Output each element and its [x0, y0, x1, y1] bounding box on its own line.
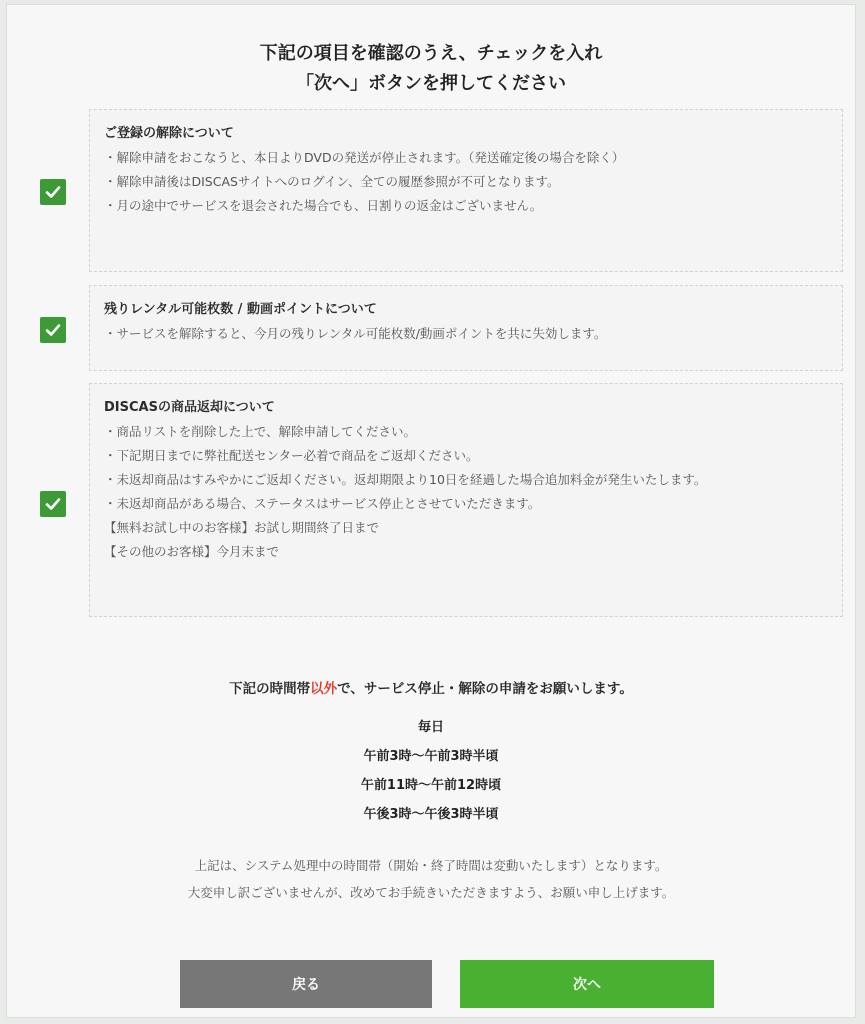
page-title [7, 39, 855, 99]
system-note [7, 852, 855, 906]
time-slot: 午前3時～午前3時半頃 [363, 749, 499, 764]
section-line: 【無料お試し中のお客様】お試し期間終了日まで [104, 520, 380, 535]
section-line: ・未返却商品がある場合、ステータスはサービス停止とさせていただきます。 [104, 496, 541, 511]
time-notice-prefix: 下記の時間帯 [229, 681, 311, 697]
checkbox-registration-cancel[interactable] [40, 179, 66, 205]
section-line: ・商品リストを削除した上で、解除申請してください。 [104, 424, 417, 439]
time-notice-highlight: 以外 [310, 681, 338, 697]
section-line: ・解除申請をおこなうと、本日よりDVDの発送が停止されます。（発送確定後の場合を除く） [104, 150, 625, 165]
check-icon [44, 495, 62, 513]
checkbox-product-return[interactable] [40, 491, 66, 517]
page-title-line-1: 下記の項目を確認のうえ、チェックを入れ [259, 43, 603, 64]
section-line: 【その他のお客様】今月末まで [104, 544, 280, 559]
section-line: ・月の途中でサービスを退会された場合でも、日割りの返金はございません。 [104, 198, 543, 213]
maintenance-times [7, 713, 855, 829]
section-title: DISCASの商品返却について [104, 400, 275, 415]
check-icon [44, 183, 62, 201]
times-label: 毎日 [417, 720, 444, 735]
system-note-line-1: 上記は、システム処理中の時間帯（開始・終了時間は変動いたします）となります。 [194, 858, 668, 873]
time-slot: 午後3時～午後3時半頃 [363, 807, 499, 822]
section-remaining-rentals [89, 285, 843, 371]
section-line: ・解除申請後はDISCASサイトへのログイン、全ての履歴参照が不可となります。 [104, 174, 560, 189]
checkbox-remaining-rentals[interactable] [40, 317, 66, 343]
time-slot: 午前11時～午前12時頃 [360, 778, 502, 793]
system-note-line-2: 大変申し訳ございませんが、改めてお手続きいただきますよう、お願い申し上げます。 [187, 885, 675, 900]
section-product-return [89, 383, 843, 617]
section-line: ・下記期日までに弊社配送センター必着で商品をご返却ください。 [104, 448, 479, 463]
section-line: ・サービスを解除すると、今月の残りレンタル可能枚数/動画ポイントを共に失効します。 [104, 326, 607, 341]
confirmation-panel [6, 4, 856, 1018]
section-title: ご登録の解除について [104, 126, 234, 141]
time-notice-suffix: で、サービス停止・解除の申請をお願いします。 [337, 681, 633, 697]
section-line: ・未返却商品はすみやかにご返却ください。返却期限より10日を経過した場合追加料金が発生いたします。 [104, 472, 707, 487]
section-registration-cancel [89, 109, 843, 272]
next-button[interactable]: 次へ [460, 960, 714, 1008]
page-title-line-2: 「次へ」ボタンを押してください [296, 73, 566, 94]
section-title: 残りレンタル可能枚数 / 動画ポイントについて [104, 302, 377, 317]
time-notice [7, 677, 855, 697]
back-button[interactable]: 戻る [180, 960, 432, 1008]
check-icon [44, 321, 62, 339]
